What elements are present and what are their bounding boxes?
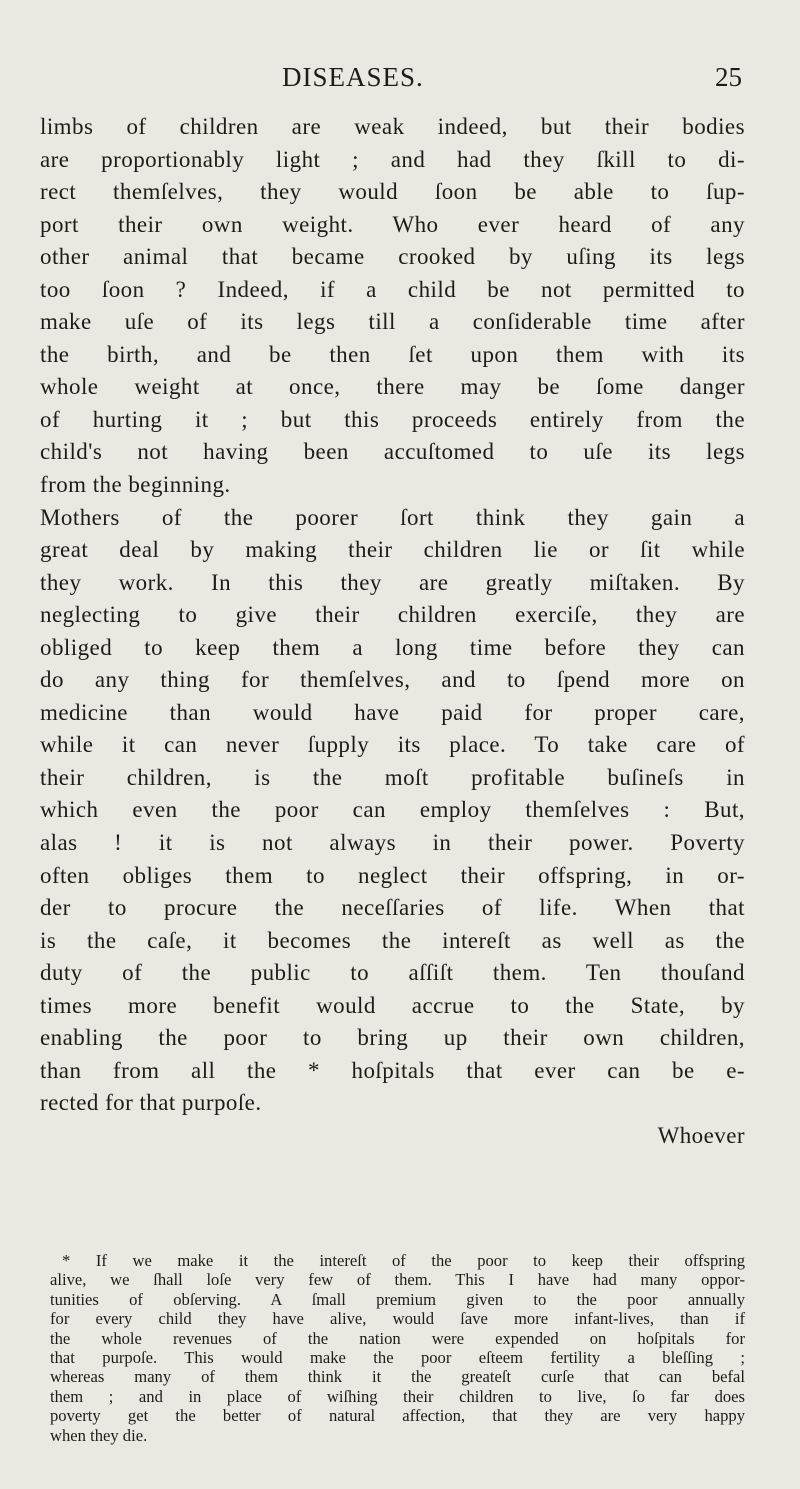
body-line: whole weight at once, there may be ſome danger bbox=[40, 374, 745, 400]
body-line: of hurting it ; but this proceeds entirely from the bbox=[40, 406, 745, 432]
footnote-line: for every child they have alive, would ſave more infant-lives, than if bbox=[50, 1309, 745, 1329]
body-line: often obliges them to neglect their offspring, in or- bbox=[40, 862, 745, 888]
footnote-line: tunities of obſerving. A ſmall premium given to the poor annually bbox=[50, 1289, 745, 1309]
body-line: the birth, and be then ſet upon them with its bbox=[40, 341, 745, 367]
body-line: Mothers of the poorer ſort think they gain a bbox=[40, 504, 745, 530]
body-line: great deal by making their children lie or ſit while bbox=[40, 537, 745, 563]
body-line: neglecting to give their children exerciſe, they are bbox=[40, 602, 745, 628]
footnote-line: the whole revenues of the nation were expended on hoſpitals for bbox=[50, 1328, 745, 1348]
body-line: rect themſelves, they would ſoon be able to ſup- bbox=[40, 179, 745, 205]
page-header bbox=[40, 62, 760, 102]
page-number: 25 bbox=[715, 62, 742, 92]
body-line: other animal that became crooked by uſing its legs bbox=[40, 244, 745, 270]
footnote-line: * If we make it the intereſt of the poor to keep their offspring bbox=[62, 1251, 745, 1270]
body-line: do any thing for themſelves, and to ſpend more on bbox=[40, 667, 745, 693]
body-line: which even the poor can employ themſelves : But, bbox=[40, 797, 745, 823]
body-line: their children, is the moſt profitable buſineſs in bbox=[40, 764, 745, 790]
body-line: they work. In this they are greatly miſtaken. By bbox=[40, 569, 745, 595]
body-line: der to procure the neceſſaries of life. When that bbox=[40, 895, 745, 921]
body-line: rected for that purpoſe. bbox=[40, 1090, 262, 1116]
body-line: obliged to keep them a long time before they can bbox=[40, 634, 745, 660]
body-line: limbs of children are weak indeed, but their bodies bbox=[40, 114, 745, 139]
running-head: DISEASES. bbox=[282, 62, 424, 92]
body-line: alas ! it is not always in their power. Poverty bbox=[40, 830, 745, 856]
body-line: medicine than would have paid for proper care, bbox=[40, 699, 745, 725]
footnote-line: whereas many of them think it the greateſt curſe that can befal bbox=[50, 1367, 745, 1387]
footnote-line: poverty get the better of natural affection, that they are very happy bbox=[50, 1406, 745, 1426]
footnote-line: when they die. bbox=[50, 1425, 148, 1445]
body-line: enabling the poor to bring up their own children, bbox=[40, 1025, 745, 1051]
body-line: make uſe of its legs till a conſiderable time after bbox=[40, 309, 745, 335]
body-line: while it can never ſupply its place. To take care of bbox=[40, 732, 745, 758]
body-line: duty of the public to aſſiſt them. Ten thouſand bbox=[40, 960, 745, 986]
body-line: from the beginning. bbox=[40, 472, 231, 498]
footnote-line: that purpoſe. This would make the poor eſteem fertility a bleſſing ; bbox=[50, 1347, 745, 1367]
body-line: are proportionably light ; and had they ſkill to di- bbox=[40, 146, 745, 172]
footnote bbox=[50, 1251, 745, 1445]
footnote-line: them ; and in place of wiſhing their children to live, ſo far does bbox=[50, 1386, 745, 1406]
body-line: is the caſe, it becomes the intereſt as well as the bbox=[40, 927, 745, 953]
body-line: port their own weight. Who ever heard of any bbox=[40, 211, 745, 237]
body-text bbox=[40, 111, 745, 1153]
body-line: too ſoon ? Indeed, if a child be not permitted to bbox=[40, 276, 745, 302]
body-line: child's not having been accuſtomed to uſe its legs bbox=[40, 439, 745, 465]
catchword: Whoever bbox=[657, 1122, 745, 1148]
footnote-line: alive, we ſhall loſe very few of them. This I have had many oppor- bbox=[50, 1270, 745, 1290]
body-line: than from all the * hoſpitals that ever can be e- bbox=[40, 1057, 745, 1083]
body-line: times more benefit would accrue to the State, by bbox=[40, 992, 745, 1018]
